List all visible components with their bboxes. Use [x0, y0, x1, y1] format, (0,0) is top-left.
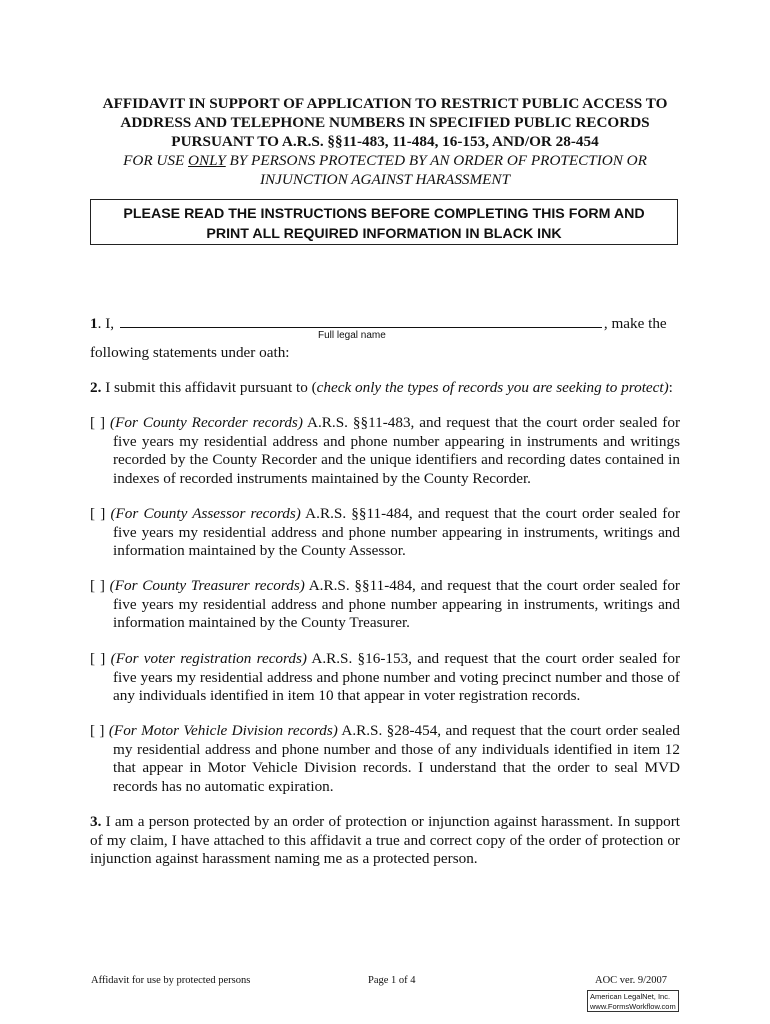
- county-recorder-checkbox[interactable]: [ ]: [90, 414, 106, 431]
- section-2-number: 2.: [90, 379, 102, 396]
- option-county-recorder: [90, 414, 680, 488]
- subtitle-line-1: [60, 151, 710, 170]
- instructions-notice-box: [90, 199, 678, 245]
- option-motor-vehicle-division: [90, 722, 680, 796]
- option-voter-registration: [90, 650, 680, 706]
- section-2-statement: [90, 379, 680, 398]
- footer-form-name: Affidavit for use by protected persons: [91, 975, 251, 986]
- voter-registration-checkbox[interactable]: [ ]: [90, 650, 106, 667]
- option-text: A.R.S. §28-454, and request that the court order sealed my residential address and phone number and those of any individuals identified in item 12 that appear in Motor Vehicle Division records. I understand that the order to seal MVD records has no automatic expiration.: [113, 722, 681, 795]
- brand-line-2: www.FormsWorkflow.com: [590, 1001, 676, 1011]
- publisher-brand-box: [587, 990, 679, 1012]
- motor-vehicle-division-checkbox[interactable]: [ ]: [90, 722, 105, 739]
- section-1-prefix: . I,: [97, 315, 115, 332]
- county-treasurer-checkbox[interactable]: [ ]: [90, 577, 105, 594]
- title-line-3: PURSUANT TO A.R.S. §§11-483, 11-484, 16-153, AND/OR 28-454: [171, 133, 599, 150]
- option-label: (For voter registration records): [110, 650, 307, 667]
- option-label: (For County Treasurer records): [109, 577, 305, 594]
- option-label: (For County Assessor records): [110, 505, 301, 522]
- section-3-number: 3.: [90, 813, 102, 830]
- section-1-continuation: following statements under oath:: [90, 344, 290, 361]
- section-1-suffix: , make the: [603, 315, 667, 332]
- brand-line-1: American LegalNet, Inc.: [590, 992, 671, 1001]
- title-line-1: AFFIDAVIT IN SUPPORT OF APPLICATION TO RESTRICT PUBLIC ACCESS TO: [102, 95, 668, 112]
- full-legal-name-caption: Full legal name: [318, 330, 386, 341]
- option-label: (For County Recorder records): [110, 414, 303, 431]
- footer-version: AOC ver. 9/2007: [595, 975, 668, 986]
- option-text: A.R.S. §§11-484, and request that the court order sealed for five years my residential address and phone number appearing in instruments, writings and information maintained by the County Assessor.: [113, 505, 681, 559]
- subtitle-only-underlined: ONLY: [188, 152, 226, 169]
- option-county-assessor: [90, 505, 680, 561]
- section-2-text: I submit this affidavit pursuant to (: [101, 379, 317, 396]
- subtitle-post: BY PERSONS PROTECTED BY AN ORDER OF PROTECTION OR: [225, 152, 647, 169]
- option-county-treasurer: [90, 577, 680, 633]
- option-label: (For Motor Vehicle Division records): [108, 722, 338, 739]
- notice-line-1: PLEASE READ THE INSTRUCTIONS BEFORE COMPLETING THIS FORM AND: [123, 206, 645, 222]
- section-2-italic: check only the types of records you are seeking to protect): [316, 379, 669, 396]
- full-legal-name-field[interactable]: [120, 313, 602, 328]
- county-assessor-checkbox[interactable]: [ ]: [90, 505, 106, 522]
- option-text: A.R.S. §16-153, and request that the court order sealed for five years my residential address and phone number and voting precinct number and those of any individuals identified in item 10 that appear in voter registration records.: [113, 650, 680, 704]
- title-line-2: ADDRESS AND TELEPHONE NUMBERS IN SPECIFIED PUBLIC RECORDS: [120, 114, 650, 131]
- subtitle-line-2: INJUNCTION AGAINST HARASSMENT: [259, 171, 511, 188]
- section-3-statement: [90, 813, 680, 869]
- footer-page-number: Page 1 of 4: [368, 975, 416, 986]
- notice-line-2: PRINT ALL REQUIRED INFORMATION IN BLACK INK: [206, 226, 562, 242]
- option-text: A.R.S. §§11-483, and request that the court order sealed for five years my residential address and phone number appearing in instruments and writings recorded by the County Recorder and the unique identifiers and recording dates contained in indexes of recorded instruments maintained by the County Recorder.: [113, 414, 681, 487]
- section-3-text: I am a person protected by an order of protection or injunction against harassment. In support of my claim, I have attached to this affidavit a true and correct copy of the order of protection or injunction against harassment naming me as a protected person.: [90, 813, 680, 867]
- option-text: A.R.S. §§11-484, and request that the court order sealed for five years my residential address and phone number appearing in instruments, writings and information maintained by the County Treasurer.: [113, 577, 680, 631]
- subtitle-pre: FOR USE: [123, 152, 189, 169]
- form-title: [60, 94, 710, 189]
- section-1-number: 1: [90, 315, 98, 332]
- section-2-end: :: [668, 379, 673, 396]
